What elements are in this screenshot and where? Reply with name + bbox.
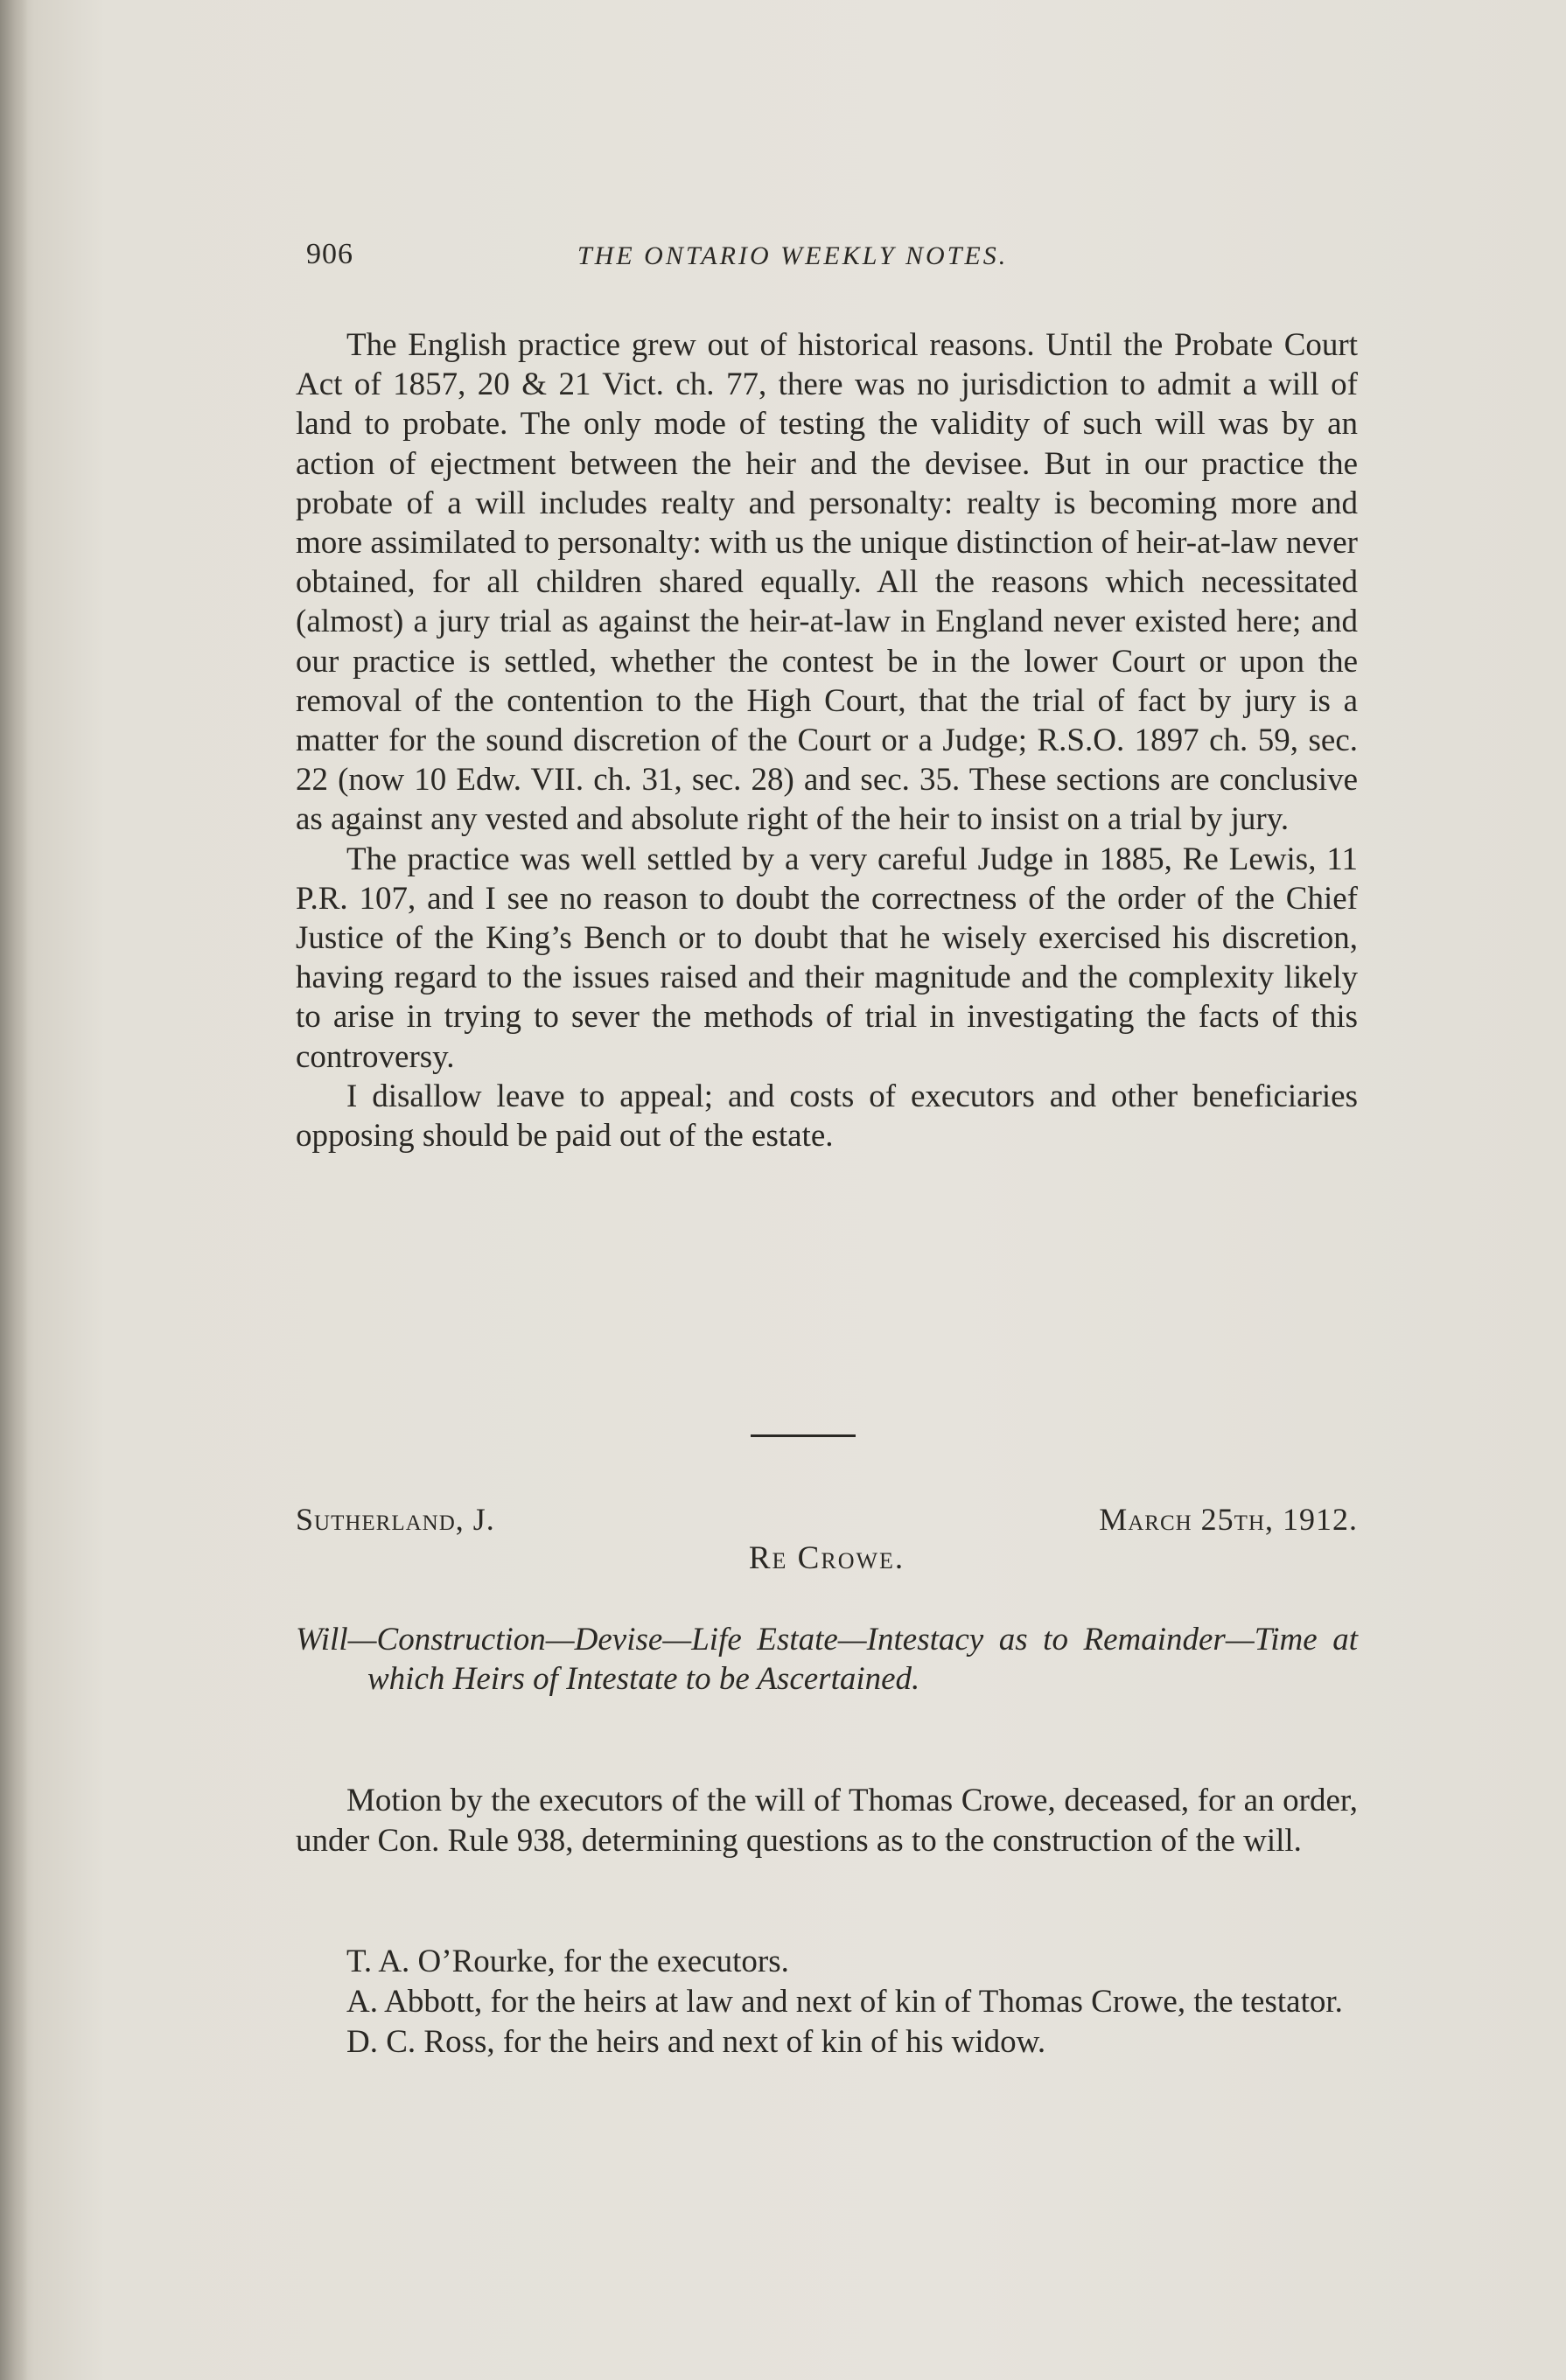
paragraph: The practice was well settled by a very careful Judge in 1885, Re Lewis, 11 P.R. 107, and I see no reason to doubt the correctness of the order of the Chief Justice of the King’s Bench or to doubt that he wisely exercised his discretion, having regard to the issues raised and their magnitude and the complexity likely to arise in trying to sever the methods of trial in investigating the facts of this controversy. — [296, 841, 1358, 1075]
paragraph: The English practice grew out of historical reasons. Until the Probate Court Act of 1857, 20 & 21 Vict. ch. 77, there was no jurisdiction to admit a will of land to probate. The only mode of testing the validity of such will was by an action of ejectment between the heir and the devisee. But in our practice the probate of a will includes realty and personalty: realty is becoming more and more assimilated to personalty: with us the unique distinction of heir-at-law never obtained, for all children shared equally. All the reasons which necessitated (almost) a jury trial as against the heir-at-law in England never existed here; and our practice is settled, whether the contest be in the lower Court or upon the removal of the contention to the High Court, that the trial of fact by jury is a matter for the sound discretion of the Court or a Judge; R.S.O. 1897 ch. 59, sec. 22 (now 10 Edw. VII. ch. 31, sec. 28) and sec. 35. These sections are conclusive as against any vested and absolute right of the heir to insist on a trial by jury. — [296, 327, 1358, 838]
judge-name: Sutherland, J. — [296, 1502, 495, 1537]
counsel-line: T. A. O’Rourke, for the executors. — [346, 1944, 789, 1979]
page-header — [306, 238, 1365, 282]
binding-gutter-shadow — [0, 0, 28, 2380]
paragraph: I disallow leave to appeal; and costs of executors and other beneficiaries opposing should be paid out of the estate. — [296, 1078, 1358, 1155]
paragraph: Motion by the executors of the will of Thomas Crowe, deceased, for an order, under Con. Rule 938, determining questions as to the construction of the will. — [296, 1783, 1358, 1859]
case-headnote: Will—Construction—Devise—Life Estate—Intestacy as to Remainder—Time at which Heirs of Intestate to be Ascertained. — [296, 1622, 1358, 1697]
page-number: 906 — [306, 238, 353, 270]
counsel-line: A. Abbott, for the heirs at law and next of kin of Thomas Crowe, the testator. — [346, 1984, 1343, 2020]
case-title: Re Crowe. — [748, 1540, 905, 1576]
running-title: THE ONTARIO WEEKLY NOTES. — [577, 241, 1009, 270]
counsel-list — [296, 1942, 1358, 2062]
section-divider — [751, 1434, 856, 1437]
counsel-line: D. C. Ross, for the heirs and next of kin of his widow. — [346, 2024, 1046, 2060]
opinion-text — [296, 325, 1358, 1155]
case-judge-date-line — [296, 1501, 1358, 1545]
motion-text — [296, 1781, 1358, 1861]
case-date: March 25th, 1912. — [1099, 1502, 1358, 1537]
